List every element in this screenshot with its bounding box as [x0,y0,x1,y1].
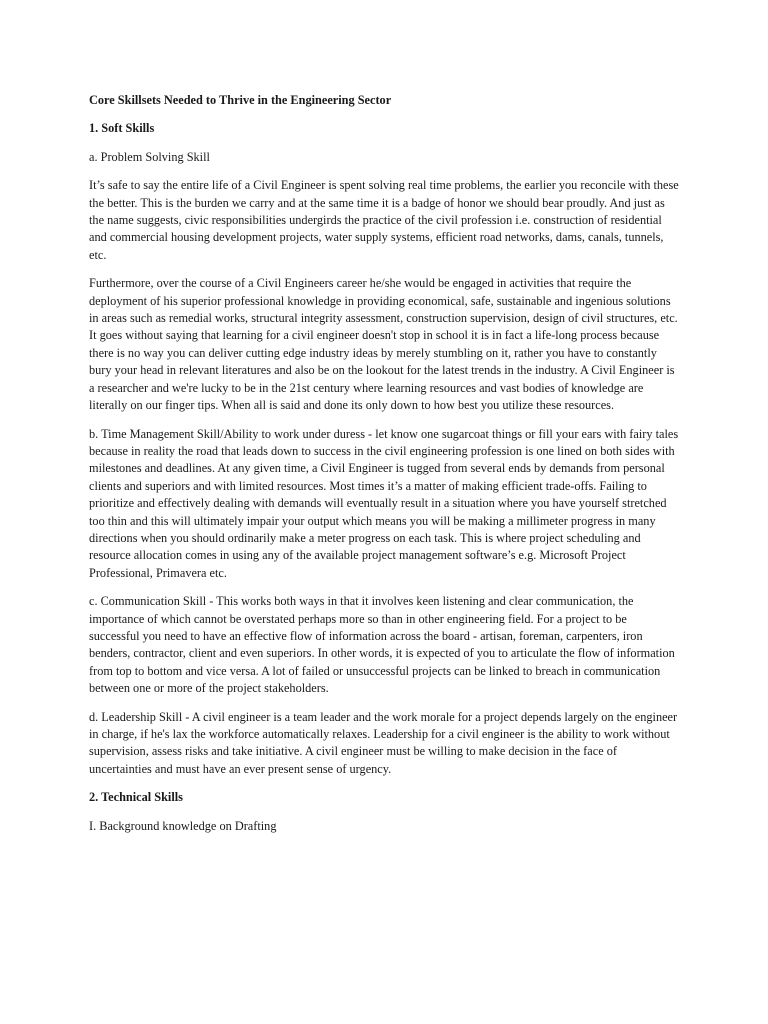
subheading-drafting: I. Background knowledge on Drafting [89,818,277,833]
paragraph-problem-solving-1: It’s safe to say the entire life of a Civil Engineer is spent solving real time problems, the earlier you reconcile with these the better. This is the burden we carry and at the same time it is a badge of honor we should bear proudly. And just as the name suggests, civic responsibilities undergirds the practice of the civil profession i.e. construction of residential and commercial housing development projects, water supply systems, efficient road networks, dams, canals, tunnels, etc. [89,178,679,262]
paragraph-communication: c. Communication Skill - This works both ways in that it involves keen listening and clear communication, the importance of which cannot be overstated perhaps more so than in other engineering field. For a project to be successful you need to have an effective flow of information across the board - artisan, foreman, carpenters, iron benders, contractor, client and even superiors. In other words, it is expected of you to articulate the flow of information from top to bottom and vice versa. A lot of failed or unsuccessful projects can be linked to breach in communication between one or more of the project stakeholders. [89,594,675,696]
subheading-problem-solving: a. Problem Solving Skill [89,149,210,164]
paragraph-problem-solving-2: Furthermore, over the course of a Civil Engineers career he/she would be engaged in activities that require the deployment of his superior professional knowledge in providing economical, safe, sustainable and ingenious solutions in areas such as remedial works, structural integrity assessment, construction supervision, design of civil structures, etc. It goes without saying that learning for a civil engineer doesn't stop in school it is in fact a life-long process because there is no way you can deliver cutting edge industry ideas by merely stumbling on it, rather you have to constantly bury your head in relevant literatures and also be on the lookout for the latest trends in the industry. A Civil Engineer is a researcher and we're lucky to be in the 21st century where learning resources and vast bodies of knowledge are literally on our finger tips. When all is said and done its only down to how best you utilize these resources. [89,276,678,413]
paragraph-time-management: b. Time Management Skill/Ability to work under duress - let know one sugarcoat things or fill your ears with fairy tales because in reality the road that leads down to success in the civil engineering profession is one lined on both sides with milestones and deadlines. At any given time, a Civil Engineer is tugged from several ends by demands from personal clients and superiors and with limited resources. Most times it’s a matter of making efficient trade-offs. Failing to prioritize and effectively dealing with demands will eventually result in a situation where you have yourself stretched too thin and this will ultimately impair your output which means you will be making a millimeter progress in many directions when you should ordinarily make a meter progress on each task. This is where project scheduling and resource allocation comes in using any of the available project management software’s e.g. Microsoft Project Professional, Primavera etc. [89,426,679,580]
document-title: Core Skillsets Needed to Thrive in the Engineering Sector [89,93,392,107]
paragraph-leadership: d. Leadership Skill - A civil engineer is a team leader and the work morale for a project depends largely on the engineer in charge, if he's lax the workforce automatically relaxes. Leadership for a civil engineer is the ability to work without supervision, assess risks and take initiative. A civil engineer must be willing to make decision in the face of uncertainties and must have an ever present sense of urgency. [89,709,678,776]
section-heading-soft-skills: 1. Soft Skills [89,121,155,136]
section-heading-technical-skills: 2. Technical Skills [89,790,183,805]
document-page [89,92,679,846]
